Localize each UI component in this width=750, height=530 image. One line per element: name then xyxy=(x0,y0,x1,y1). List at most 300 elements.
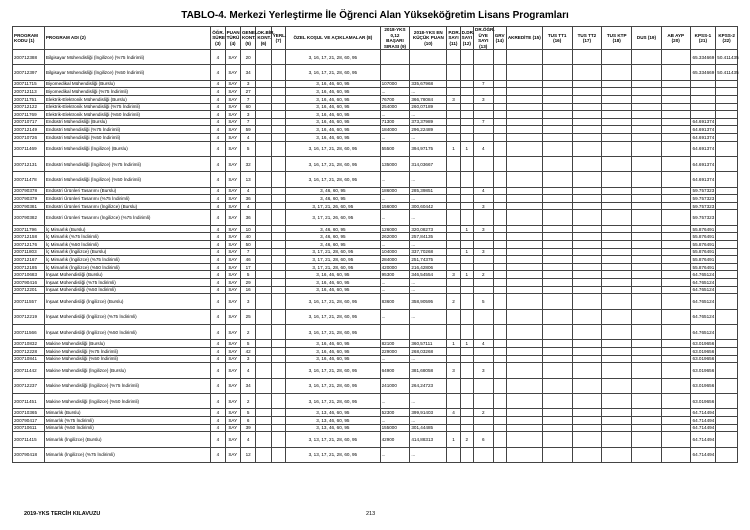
table-row xyxy=(13,294,738,309)
table-cell: Endüstri Mühendisliği (İngilizce) (%50 İndirimli) xyxy=(44,172,210,187)
table-cell: 3, 46, 60, 95 xyxy=(286,195,380,203)
table-cell: 4 xyxy=(211,355,225,363)
table-cell xyxy=(661,363,690,378)
table-cell xyxy=(572,141,602,156)
column-header: AKREDİTE (15) xyxy=(506,27,542,50)
table-cell: 3, 16, 46, 60, 95 xyxy=(286,355,380,363)
table-cell: 64.691374 xyxy=(690,172,716,187)
table-cell: 200711451 xyxy=(13,393,45,408)
table-cell: 360,57111 xyxy=(410,340,447,348)
table-cell: Mimarlık (İngilizce) (Burslu) xyxy=(44,432,210,447)
table-cell xyxy=(271,118,285,126)
table-row xyxy=(13,225,738,233)
table-cell: 5 xyxy=(240,141,255,156)
table-cell xyxy=(460,118,473,126)
table-cell xyxy=(542,187,572,195)
table-cell: 17 xyxy=(240,263,255,271)
table-cell xyxy=(460,133,473,141)
table-cell: ... xyxy=(410,172,447,187)
table-cell: ... xyxy=(410,133,447,141)
table-cell: ... xyxy=(380,309,410,324)
table-cell xyxy=(474,241,494,249)
table-cell xyxy=(506,340,542,348)
table-cell xyxy=(506,118,542,126)
table-cell xyxy=(716,294,738,309)
table-cell xyxy=(506,279,542,287)
table-cell: 4 xyxy=(211,378,225,393)
table-cell xyxy=(493,172,506,187)
table-cell: 7 xyxy=(240,118,255,126)
table-cell xyxy=(632,294,662,309)
table-cell xyxy=(572,233,602,241)
table-cell xyxy=(632,393,662,408)
table-cell: 60 xyxy=(240,103,255,111)
table-cell xyxy=(632,50,662,65)
table-cell: Elektrik-Elektronik Mühendisliği (Burslu) xyxy=(44,95,210,103)
table-cell xyxy=(460,355,473,363)
table-cell xyxy=(632,95,662,103)
table-cell: 3, 16, 17, 21, 28, 60, 95 xyxy=(286,378,380,393)
table-cell xyxy=(632,156,662,171)
table-cell xyxy=(632,80,662,88)
table-cell xyxy=(716,378,738,393)
table-cell xyxy=(690,103,716,111)
table-cell: 4 xyxy=(211,432,225,447)
table-cell xyxy=(460,286,473,294)
table-cell xyxy=(474,447,494,462)
table-cell: 3, 16, 46, 60, 95 xyxy=(286,88,380,96)
table-cell xyxy=(256,172,271,187)
table-cell: 3 xyxy=(240,111,255,119)
table-cell xyxy=(572,294,602,309)
table-cell xyxy=(572,393,602,408)
table-cell xyxy=(716,279,738,287)
table-cell xyxy=(447,347,460,355)
table-cell: Biyomedikal Mühendisliği (Burslu) xyxy=(44,80,210,88)
table-cell: 200711803 xyxy=(13,248,45,256)
table-cell: 3, 13, 17, 21, 28, 60, 95 xyxy=(286,432,380,447)
table-cell xyxy=(493,210,506,225)
table-cell: 29 xyxy=(240,279,255,287)
table-cell: 4 xyxy=(211,271,225,279)
table-cell xyxy=(632,111,662,119)
table-cell: 76700 xyxy=(380,95,410,103)
table-cell: 3, 16, 46, 60, 95 xyxy=(286,340,380,348)
table-cell xyxy=(447,447,460,462)
table-cell xyxy=(474,347,494,355)
table-cell xyxy=(380,65,410,80)
table-cell xyxy=(271,141,285,156)
column-header: PROGRAM ADI (2) xyxy=(44,27,210,50)
table-cell xyxy=(256,111,271,119)
table-cell xyxy=(506,263,542,271)
table-cell: 4 xyxy=(211,409,225,417)
table-cell xyxy=(493,233,506,241)
table-row xyxy=(13,118,738,126)
table-cell: 200712237 xyxy=(13,378,45,393)
table-cell xyxy=(460,363,473,378)
table-cell: 200790416 xyxy=(13,279,45,287)
table-cell xyxy=(602,195,632,203)
table-cell xyxy=(602,95,632,103)
table-cell: 4 xyxy=(211,65,225,80)
table-cell: Mimarlık (İngilizce) (%75 İndirimli) xyxy=(44,447,210,462)
table-cell xyxy=(493,309,506,324)
table-cell: 59.757323 xyxy=(690,195,716,203)
table-cell: ... xyxy=(410,355,447,363)
table-cell: 3, 16, 46, 60, 95 xyxy=(286,111,380,119)
table-cell xyxy=(447,118,460,126)
table-cell: 4 xyxy=(211,241,225,249)
table-cell: 200711557 xyxy=(13,294,45,309)
table-row xyxy=(13,286,738,294)
table-row xyxy=(13,202,738,210)
table-cell: 126000 xyxy=(380,225,410,233)
table-cell xyxy=(542,156,572,171)
table-cell: ... xyxy=(380,195,410,203)
table-cell xyxy=(506,409,542,417)
table-cell xyxy=(542,50,572,65)
table-row xyxy=(13,279,738,287)
table-cell: Endüstri Mühendisliği (%75 İndirimli) xyxy=(44,126,210,134)
table-cell xyxy=(460,111,473,119)
table-cell: ... xyxy=(380,172,410,187)
table-cell xyxy=(572,279,602,287)
table-cell xyxy=(632,88,662,96)
table-cell: 50 xyxy=(240,241,255,249)
table-row xyxy=(13,156,738,171)
table-cell xyxy=(447,256,460,264)
table-cell: 36 xyxy=(240,210,255,225)
table-cell xyxy=(256,424,271,432)
table-cell: 4 xyxy=(211,141,225,156)
table-cell: Endüstri Mühendisliği (Burslu) xyxy=(44,118,210,126)
table-cell xyxy=(474,195,494,203)
table-cell xyxy=(256,241,271,249)
table-cell: 3 xyxy=(240,355,255,363)
table-cell: 2 xyxy=(474,271,494,279)
table-cell xyxy=(447,355,460,363)
table-cell: Biyomedikal Mühendisliği (%75 İndirimli) xyxy=(44,88,210,96)
table-cell xyxy=(493,225,506,233)
table-cell xyxy=(493,271,506,279)
table-cell: ... xyxy=(380,241,410,249)
table-cell: 3, 46, 60, 95 xyxy=(286,233,380,241)
table-cell: 7 xyxy=(240,95,255,103)
table-cell: 4 xyxy=(474,340,494,348)
table-cell: 4 xyxy=(211,347,225,355)
table-cell xyxy=(493,50,506,65)
table-cell xyxy=(716,340,738,348)
column-header: 2018-YKS 0,12 BAŞARI SIRASI (9) xyxy=(380,27,410,50)
table-cell: İç Mimarlık (İngilizce) (%75 İndirimli) xyxy=(44,256,210,264)
table-cell: 200710726 xyxy=(13,133,45,141)
table-cell xyxy=(632,233,662,241)
table-cell: SAY xyxy=(225,447,240,462)
table-cell: 200712228 xyxy=(13,347,45,355)
table-cell: 4 xyxy=(240,133,255,141)
table-cell xyxy=(271,210,285,225)
table-cell xyxy=(256,210,271,225)
table-cell xyxy=(572,187,602,195)
table-cell xyxy=(572,80,602,88)
table-cell xyxy=(506,103,542,111)
table-cell xyxy=(542,118,572,126)
table-cell xyxy=(572,248,602,256)
table-row xyxy=(13,111,738,119)
table-cell xyxy=(271,294,285,309)
table-cell xyxy=(572,286,602,294)
table-cell: 59.757323 xyxy=(690,210,716,225)
table-cell xyxy=(632,65,662,80)
table-cell xyxy=(271,271,285,279)
table-cell: 285,39851 xyxy=(410,187,447,195)
table-cell: 63.019656 xyxy=(690,355,716,363)
table-cell xyxy=(506,424,542,432)
table-cell xyxy=(493,363,506,378)
table-cell xyxy=(271,80,285,88)
table-cell xyxy=(271,340,285,348)
table-cell: 414,88313 xyxy=(410,432,447,447)
table-cell: Elektrik-Elektronik Mühendisliği (%75 İndirimli) xyxy=(44,103,210,111)
table-cell xyxy=(493,156,506,171)
table-cell xyxy=(661,141,690,156)
table-cell xyxy=(716,248,738,256)
table-cell xyxy=(572,50,602,65)
table-cell: 200790381 xyxy=(13,202,45,210)
table-row xyxy=(13,424,738,432)
table-cell: 65.334669 xyxy=(690,65,716,80)
table-cell xyxy=(716,195,738,203)
table-cell: 64.714494 xyxy=(690,416,716,424)
table-row xyxy=(13,195,738,203)
table-cell: 200710611 xyxy=(13,424,45,432)
table-body xyxy=(13,50,738,463)
table-cell xyxy=(460,88,473,96)
table-cell: 64.765124 xyxy=(690,325,716,340)
table-cell xyxy=(690,80,716,88)
table-row xyxy=(13,263,738,271)
table-cell: 64.765124 xyxy=(690,279,716,287)
table-cell: 200790418 xyxy=(13,447,45,462)
table-cell xyxy=(271,195,285,203)
table-cell xyxy=(602,118,632,126)
table-cell xyxy=(256,95,271,103)
table-cell: 3, 17, 21, 28, 60, 95 xyxy=(286,248,380,256)
table-cell xyxy=(271,286,285,294)
table-cell: 1 xyxy=(447,432,460,447)
table-cell: SAY xyxy=(225,309,240,324)
table-cell xyxy=(716,363,738,378)
table-cell: ... xyxy=(410,241,447,249)
table-cell xyxy=(572,111,602,119)
table-cell xyxy=(572,340,602,348)
table-cell xyxy=(542,263,572,271)
table-cell: SAY xyxy=(225,187,240,195)
table-cell xyxy=(716,263,738,271)
table-cell xyxy=(716,88,738,96)
table-cell: 200712158 xyxy=(13,233,45,241)
table-row xyxy=(13,88,738,96)
table-cell: ... xyxy=(410,309,447,324)
table-row xyxy=(13,347,738,355)
table-cell xyxy=(460,309,473,324)
table-cell: 63.019656 xyxy=(690,340,716,348)
table-cell xyxy=(572,263,602,271)
table-cell xyxy=(661,187,690,195)
table-cell: Mimarlık (%50 İndirimli) xyxy=(44,424,210,432)
table-cell: İnşaat Mühendisliği (%50 İndirimli) xyxy=(44,286,210,294)
table-cell: 3 xyxy=(447,95,460,103)
table-cell: 36 xyxy=(240,195,255,203)
table-cell xyxy=(602,156,632,171)
table-cell xyxy=(716,393,738,408)
table-cell: 4 xyxy=(211,133,225,141)
table-cell xyxy=(271,424,285,432)
table-cell: 4 xyxy=(211,256,225,264)
table-cell xyxy=(661,347,690,355)
table-cell xyxy=(542,347,572,355)
table-cell: 71300 xyxy=(380,118,410,126)
table-cell xyxy=(602,248,632,256)
table-cell: 3 xyxy=(474,225,494,233)
table-cell: Makine Mühendisliği (Burslu) xyxy=(44,340,210,348)
table-cell xyxy=(661,256,690,264)
table-cell xyxy=(602,111,632,119)
table-cell xyxy=(493,133,506,141)
table-cell xyxy=(602,416,632,424)
table-cell: 4 xyxy=(211,325,225,340)
table-cell xyxy=(602,409,632,417)
table-cell xyxy=(506,210,542,225)
table-cell xyxy=(661,225,690,233)
table-cell xyxy=(493,103,506,111)
programs-table xyxy=(12,26,738,463)
table-cell: 200712219 xyxy=(13,309,45,324)
table-cell: 268,03268 xyxy=(410,347,447,355)
table-cell: 3, 13, 46, 60, 95 xyxy=(286,424,380,432)
table-cell xyxy=(447,286,460,294)
table-cell xyxy=(542,210,572,225)
table-cell: ... xyxy=(380,286,410,294)
table-cell xyxy=(661,103,690,111)
table-cell xyxy=(632,210,662,225)
table-cell: 4 xyxy=(211,210,225,225)
table-cell xyxy=(460,80,473,88)
table-cell xyxy=(256,80,271,88)
table-cell: SAY xyxy=(225,202,240,210)
table-cell: 64.765124 xyxy=(690,286,716,294)
table-cell xyxy=(716,325,738,340)
table-cell: Elektrik-Elektronik Mühendisliği (%50 İndirimli) xyxy=(44,111,210,119)
table-cell xyxy=(447,202,460,210)
table-cell xyxy=(506,241,542,249)
table-cell: 63.019656 xyxy=(690,347,716,355)
table-cell xyxy=(572,347,602,355)
table-cell: 52300 xyxy=(380,409,410,417)
table-cell: 4 xyxy=(211,248,225,256)
table-cell xyxy=(632,309,662,324)
table-cell xyxy=(572,325,602,340)
table-cell xyxy=(542,172,572,187)
table-cell xyxy=(474,309,494,324)
table-cell: 3, 16, 17, 21, 28, 60, 95 xyxy=(286,294,380,309)
table-cell xyxy=(474,111,494,119)
table-cell xyxy=(271,432,285,447)
table-cell xyxy=(447,187,460,195)
table-cell: SAY xyxy=(225,340,240,348)
table-cell xyxy=(661,416,690,424)
table-cell xyxy=(256,256,271,264)
table-cell: 64.765124 xyxy=(690,271,716,279)
table-cell xyxy=(493,355,506,363)
table-cell xyxy=(602,241,632,249)
table-cell: SAY xyxy=(225,233,240,241)
table-cell xyxy=(542,65,572,80)
table-cell xyxy=(256,432,271,447)
table-cell xyxy=(542,141,572,156)
table-cell: 200710365 xyxy=(13,409,45,417)
table-cell: 95300 xyxy=(380,271,410,279)
table-cell xyxy=(460,156,473,171)
table-cell xyxy=(493,195,506,203)
table-cell xyxy=(271,279,285,287)
table-cell: 2 xyxy=(447,294,460,309)
table-cell xyxy=(256,88,271,96)
table-cell: ... xyxy=(410,195,447,203)
table-cell xyxy=(572,241,602,249)
table-cell xyxy=(460,50,473,65)
table-cell xyxy=(690,95,716,103)
table-cell xyxy=(271,263,285,271)
table-cell xyxy=(661,286,690,294)
table-cell: 200790378 xyxy=(13,187,45,195)
table-cell xyxy=(271,416,285,424)
table-cell xyxy=(572,271,602,279)
table-cell xyxy=(271,233,285,241)
table-cell: 3, 16, 46, 60, 95 xyxy=(286,347,380,355)
table-cell: ... xyxy=(410,447,447,462)
table-cell xyxy=(460,172,473,187)
table-cell xyxy=(661,447,690,462)
table-cell xyxy=(474,156,494,171)
table-cell xyxy=(447,195,460,203)
table-cell: 3, 16, 46, 60, 95 xyxy=(286,286,380,294)
table-cell: SAY xyxy=(225,347,240,355)
column-header: ÖĞR. SÜRE (3) xyxy=(211,27,225,50)
table-cell: İnşaat Mühendisliği (İngilizce) (%75 İndirimli) xyxy=(44,309,210,324)
table-cell: 4 xyxy=(211,103,225,111)
table-cell: 3, 16, 46, 60, 95 xyxy=(286,103,380,111)
table-cell: 34 xyxy=(240,378,255,393)
table-cell xyxy=(572,172,602,187)
table-cell: 2 xyxy=(474,409,494,417)
table-cell: 4 xyxy=(211,118,225,126)
table-cell xyxy=(460,103,473,111)
table-cell xyxy=(602,355,632,363)
table-cell: 1 xyxy=(460,225,473,233)
table-cell xyxy=(460,256,473,264)
table-cell xyxy=(716,241,738,249)
table-cell xyxy=(460,263,473,271)
table-cell: 3, 17, 21, 26, 60, 95 xyxy=(286,202,380,210)
table-cell xyxy=(271,355,285,363)
table-cell xyxy=(256,133,271,141)
table-cell xyxy=(447,210,460,225)
table-cell xyxy=(632,432,662,447)
table-cell xyxy=(572,256,602,264)
table-cell xyxy=(632,202,662,210)
